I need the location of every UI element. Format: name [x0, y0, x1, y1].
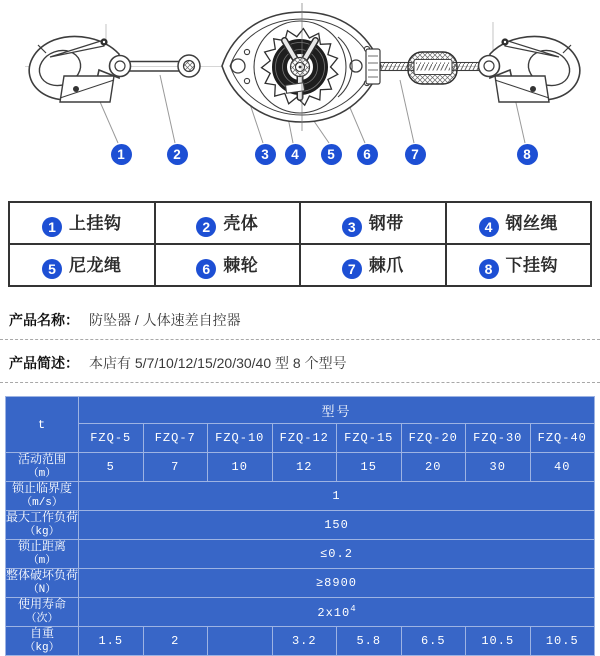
model-cell: FZQ-7: [143, 424, 208, 453]
spec-corner-cell: t: [6, 397, 79, 453]
model-cell: FZQ-40: [530, 424, 595, 453]
row-label: 自重 （kg）: [6, 627, 79, 656]
part-label: 上挂钩: [69, 213, 122, 233]
callout-3: 3: [255, 144, 276, 165]
product-name-row: [0, 287, 600, 340]
spec-models-row: [6, 424, 595, 453]
row-label: 使用寿命 （次）: [6, 598, 79, 627]
part-number-badge: 1: [42, 217, 62, 237]
model-header: 型号: [79, 397, 595, 424]
row-label: 最大工作负荷 （kg）: [6, 511, 79, 539]
value-cell: 10: [208, 453, 273, 482]
legend-item: [155, 244, 301, 286]
legend-item: [155, 202, 301, 244]
model-cell: FZQ-12: [272, 424, 337, 453]
parts-legend-table: [8, 201, 592, 287]
part-number-badge: 5: [42, 259, 62, 279]
value-cell: 5.8: [337, 627, 402, 656]
part-label: 下挂钩: [505, 255, 558, 275]
product-name-value: 防坠器 / 人体速差自控器: [89, 312, 241, 328]
spec-row-lock-distance: [6, 540, 595, 569]
spec-table: [5, 396, 595, 656]
product-diagram: [0, 0, 600, 190]
legend-item: [300, 244, 446, 286]
upper-hook: [29, 36, 130, 102]
row-label: 活动范围 （m）: [6, 453, 79, 482]
spec-row-service-life: [6, 598, 595, 627]
spec-row-lock-speed: [6, 482, 595, 511]
spec-row-max-load: [6, 511, 595, 540]
value-cell: 12: [272, 453, 337, 482]
callout-7: 7: [405, 144, 426, 165]
callout-6: 6: [357, 144, 378, 165]
value-cell: [208, 627, 273, 656]
value-cell: 6.5: [401, 627, 466, 656]
part-label: 钢带: [368, 213, 404, 233]
value-cell: $2x10^4$: [79, 598, 595, 627]
value-cell: 30: [466, 453, 531, 482]
row-label: 锁止临界度 （m/s）: [6, 482, 79, 511]
value-cell: 150: [79, 511, 595, 540]
callout-4: 4: [285, 144, 306, 165]
rope-clamp: [366, 49, 380, 84]
model-cell: FZQ-30: [466, 424, 531, 453]
value-cell: 10.5: [466, 627, 531, 656]
product-name-label: 产品名称：: [9, 312, 79, 328]
model-cell: FZQ-15: [337, 424, 402, 453]
legend-row: [9, 202, 591, 244]
product-desc-row: [0, 340, 600, 383]
pawl-block: [286, 83, 305, 93]
value-cell: 20: [401, 453, 466, 482]
callout-8: 8: [517, 144, 538, 165]
legend-item: [9, 244, 155, 286]
callout-2: 2: [167, 144, 188, 165]
part-label: 钢丝绳: [505, 213, 558, 233]
spec-row-weight: [6, 627, 595, 656]
legend-row: [9, 244, 591, 286]
value-cell: 1.5: [79, 627, 144, 656]
model-cell: FZQ-10: [208, 424, 273, 453]
part-number-badge: 8: [479, 259, 499, 279]
product-desc-value: 本店有 5/7/10/12/15/20/30/40 型 8 个型号: [89, 355, 347, 371]
lower-hook: [479, 36, 580, 102]
callout-1: 1: [111, 144, 132, 165]
product-info: [0, 287, 600, 383]
value-cell: 3.2: [272, 627, 337, 656]
part-label: 棘爪: [368, 255, 404, 275]
part-number-badge: 3: [342, 217, 362, 237]
part-label: 壳体: [223, 213, 259, 233]
rope-ferrule: [408, 52, 457, 84]
value-cell: 1: [79, 482, 595, 511]
legend-item: [446, 202, 592, 244]
value-cell: 7: [143, 453, 208, 482]
part-number-badge: 6: [196, 259, 216, 279]
value-cell: ≥8900: [79, 569, 595, 598]
value-cell: 15: [337, 453, 402, 482]
legend-item: [9, 202, 155, 244]
part-number-badge: 4: [479, 217, 499, 237]
part-number-badge: 2: [196, 217, 216, 237]
value-cell: ≤0.2: [79, 540, 595, 569]
value-cell: 5: [79, 453, 144, 482]
callout-5: 5: [321, 144, 342, 165]
row-label: 整体破坏负荷 （N）: [6, 569, 79, 597]
spec-row-break-load: [6, 569, 595, 598]
row-label: 锁止距离 （m）: [6, 540, 79, 569]
model-cell: FZQ-20: [401, 424, 466, 453]
model-cell: FZQ-5: [79, 424, 144, 453]
value-cell: 40: [530, 453, 595, 482]
part-number-badge: 7: [342, 259, 362, 279]
product-desc-label: 产品简述：: [9, 355, 79, 371]
value-cell: 10.5: [530, 627, 595, 656]
part-label: 尼龙绳: [69, 255, 122, 275]
legend-item: [300, 202, 446, 244]
value-cell: 2: [143, 627, 208, 656]
spec-row-range: [6, 453, 595, 482]
connector-link: [129, 55, 200, 77]
spec-header-row: [6, 397, 595, 424]
legend-item: [446, 244, 592, 286]
part-label: 棘轮: [223, 255, 259, 275]
